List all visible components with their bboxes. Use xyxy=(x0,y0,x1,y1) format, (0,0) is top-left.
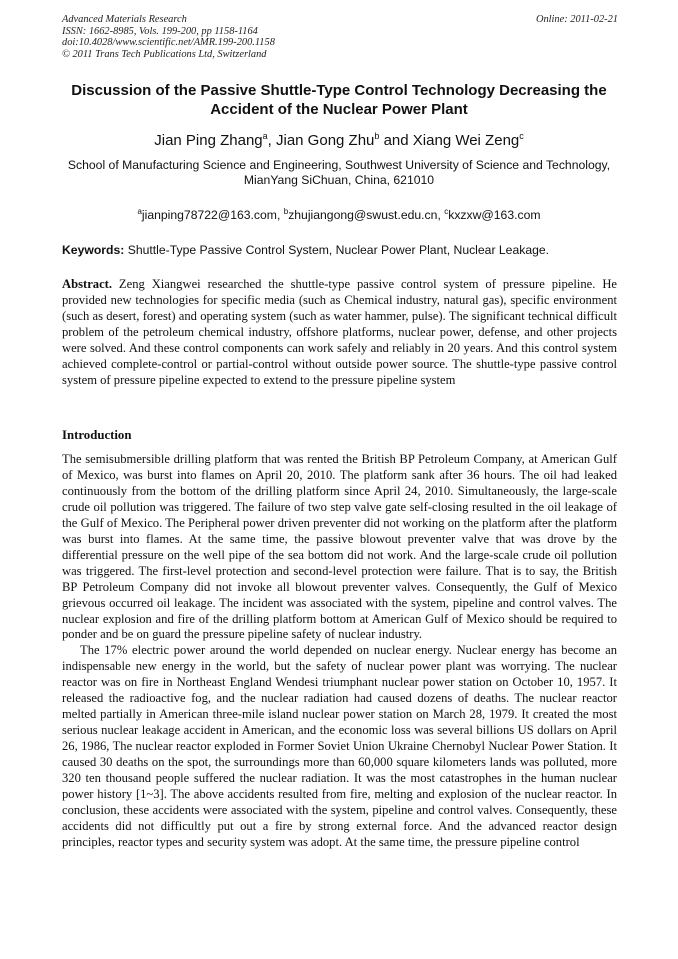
journal-name: Advanced Materials Research xyxy=(62,14,187,25)
author-separator: , xyxy=(267,132,276,149)
email-link[interactable]: zhujiangong@swust.edu.cn xyxy=(288,208,438,222)
paper-title: Discussion of the Passive Shuttle-Type Control Technology Decreasing the Accident of the Nuclear Power Plant xyxy=(71,82,607,118)
keywords-label: Keywords: xyxy=(62,243,125,257)
affiliation-line: School of Manufacturing Science and Engineering, Southwest University of Science and Technology, xyxy=(67,158,611,172)
email-list xyxy=(60,208,618,223)
author-name: Xiang Wei Zeng xyxy=(412,132,520,149)
abstract-label: Abstract. xyxy=(62,277,113,291)
affiliation xyxy=(60,158,618,188)
paragraph: The semisubmersible drilling platform that was rented the British BP Petroleum Company, at American Gulf of Mexico, was burst into flames on April 20, 2010. The platform sank after 36 hours. The oil had leaked continuously from the bottom of the drilling platform since April 24, 2010. Simultaneously, the large-scale crude oil pollution was triggered. The failure of two step valve gate self-closing resulted in the oil leakage of the Gulf of Mexico. The Peripheral power driven preventer did not working on the platform after the platform was burst into flames. At the same time, the passive blowout preventer valve that was drove by the differential pressure on the well pipe of the sea bottom did not work. And the large-scale crude oil pollution was triggered. The first-level protection and second-level protection were failure. That is to say, the British BP Petroleum Company did not invoke all blowout preventer valves. Consequently, the Gulf of Mexico grievous occurred oil leakage. The incident was associated with the system, pipeline and control valves. The nuclear explosion and fire of the drilling platform bottom at American Gulf of Mexico should be required to ponder and be on guard the pressure pipeline safety of nuclear industry. xyxy=(62,452,617,642)
affiliation-line: MianYang SiChuan, China, 621010 xyxy=(243,173,435,188)
issn-line: ISSN: 1662-8985, Vols. 199-200, pp 1158-1164 xyxy=(62,25,258,37)
abstract xyxy=(62,277,617,389)
keywords-text: Shuttle-Type Passive Control System, Nuclear Power Plant, Nuclear Leakage. xyxy=(124,243,550,257)
online-date: Online: 2011-02-21 xyxy=(535,14,618,25)
author-superscript: c xyxy=(519,131,524,141)
author-superscript: b xyxy=(374,131,380,141)
email-link[interactable]: kxzxw@163.com xyxy=(448,208,541,222)
email-superscript: c xyxy=(444,206,449,216)
author-name: Jian Gong Zhu xyxy=(276,132,375,149)
paragraph: The 17% electric power around the world depended on nuclear energy. Nuclear energy has become an indispensable new energy in the world, but the safety of nuclear power plant was worrying. The nuclear reactor was on fire in Northeast England Wendesi triumphant nuclear power station on October 10, 1957. It released the radioactive fog, and the nuclear radiation had caused dozens of deaths. The nuclear reactor melted partially in American three-mile island nuclear power station on March 28, 1979. It created the most serious nuclear leakage accident in American, and the economic loss was several billions US dollars on April 26, 1986, The nuclear reactor exploded in Former Soviet Union Ukraine Chernobyl Nuclear Power Station. It caused 30 deaths on the spot, the surroundings more than 60,000 square kilometers lands was polluted, more 320 ten thousand people suffered the nuclear radiation. It was the most catastrophes in the human nuclear power history [1~3]. The above accidents resulted from fire, melting and explosion of the nuclear reactor. In conclusion, these accidents were associated with the system, pipeline and control valves. Consequently, these accidents did not difficultly put out a fire by strong external force. And the advanced reactor design principles, reactor types and security system was adopt. At the same time, the pressure pipeline control xyxy=(62,643,617,849)
doi-line[interactable]: doi:10.4028/www.scientific.net/AMR.199-200.1158 xyxy=(62,37,275,49)
author-list xyxy=(40,132,638,150)
introduction-body xyxy=(62,452,617,851)
author-separator: and xyxy=(379,132,413,149)
journal-info xyxy=(62,14,462,60)
author-superscript: a xyxy=(262,131,268,141)
email-superscript: a xyxy=(137,206,142,216)
email-separator: , xyxy=(437,208,445,222)
section-heading: Introduction xyxy=(62,428,132,442)
copyright-line: © 2011 Trans Tech Publications Ltd, Switzerland xyxy=(62,48,267,60)
keywords xyxy=(62,243,618,258)
email-separator: , xyxy=(276,208,284,222)
email-superscript: b xyxy=(283,206,289,216)
abstract-text: Zeng Xiangwei researched the shuttle-type passive control system of pressure pipeline. He provided new technologies for specific media (such as Chemical industry, natural gas), specific environment (such as desert, forest) and operating system (such as water hammer, pulse). The significant technical difficult problem of the petroleum chemical industry, offshore platforms, nuclear power, defense, and other projects were solved. And these control components can work safely and reliably in 20 years. And this control system achieved complete-control or partial-control without outside power source. The shuttle-type passive control system of pressure pipeline expected to extend to the pressure pipeline system xyxy=(62,277,617,387)
email-link[interactable]: jianping78722@163.com xyxy=(141,208,277,222)
author-name: Jian Ping Zhang xyxy=(154,132,263,149)
